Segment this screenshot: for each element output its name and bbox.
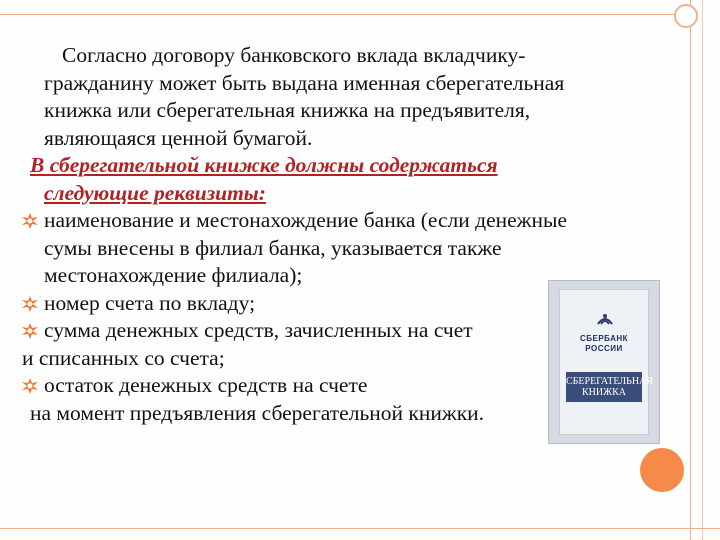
- item-3-line-1: сумма денежных средств, зачисленных на счет: [44, 318, 473, 342]
- book-bank-name: [560, 334, 648, 354]
- frame-line-top: [0, 14, 690, 15]
- sberbank-logo-icon: [596, 312, 614, 326]
- book-bank-line-1: СБЕРБАНК: [579, 334, 629, 343]
- savings-book-image: [548, 280, 660, 444]
- heading-line-1: В сберегательной книжке должны содержаться: [30, 153, 498, 177]
- item-1-line-2: сумы внесены в филиал банка, указывается также: [44, 235, 502, 260]
- intro-paragraph: [22, 42, 642, 152]
- list-item: [22, 207, 642, 290]
- item-4-line-1: остаток денежных средств на счете: [44, 373, 368, 397]
- star-burst-icon: [22, 296, 38, 312]
- item-3-continuation: и списанных со счета;: [22, 345, 225, 370]
- star-burst-icon: [22, 213, 38, 229]
- book-title-line-2: КНИЖКА: [582, 387, 626, 398]
- item-1-line-1: наименование и местонахождение банка (если денежные: [44, 208, 568, 232]
- heading-line-2: следующие реквизиты:: [44, 180, 266, 205]
- intro-line-4: являющаяся ценной бумагой.: [44, 125, 313, 150]
- frame-line-right-inner: [702, 0, 703, 540]
- book-title-line-1: СБЕРЕГАТЕЛЬНАЯ: [566, 376, 653, 387]
- item-4-continuation: на момент предъявления сберегательной книжки.: [30, 400, 485, 425]
- intro-line-3: книжка или сберегательная книжка на предъявителя,: [44, 98, 531, 122]
- book-title: [566, 372, 653, 402]
- decor-circle-orange: [640, 448, 684, 492]
- star-burst-icon: [22, 378, 38, 394]
- frame-line-bottom: [0, 528, 720, 529]
- frame-line-right: [690, 0, 691, 540]
- book-bank-line-2: РОССИИ: [585, 344, 623, 353]
- decor-circle-top: [674, 4, 698, 28]
- requisites-heading: [22, 152, 642, 207]
- intro-line-2: гражданину может быть выдана именная сберегательная: [44, 70, 565, 95]
- intro-line-1: Согласно договору банковского вклада вкладчику-: [62, 43, 526, 67]
- item-1-line-3: местонахождение филиала);: [44, 263, 303, 287]
- item-2-line-1: номер счета по вкладу;: [44, 290, 256, 315]
- star-burst-icon: [22, 323, 38, 339]
- savings-book-cover: [559, 289, 653, 435]
